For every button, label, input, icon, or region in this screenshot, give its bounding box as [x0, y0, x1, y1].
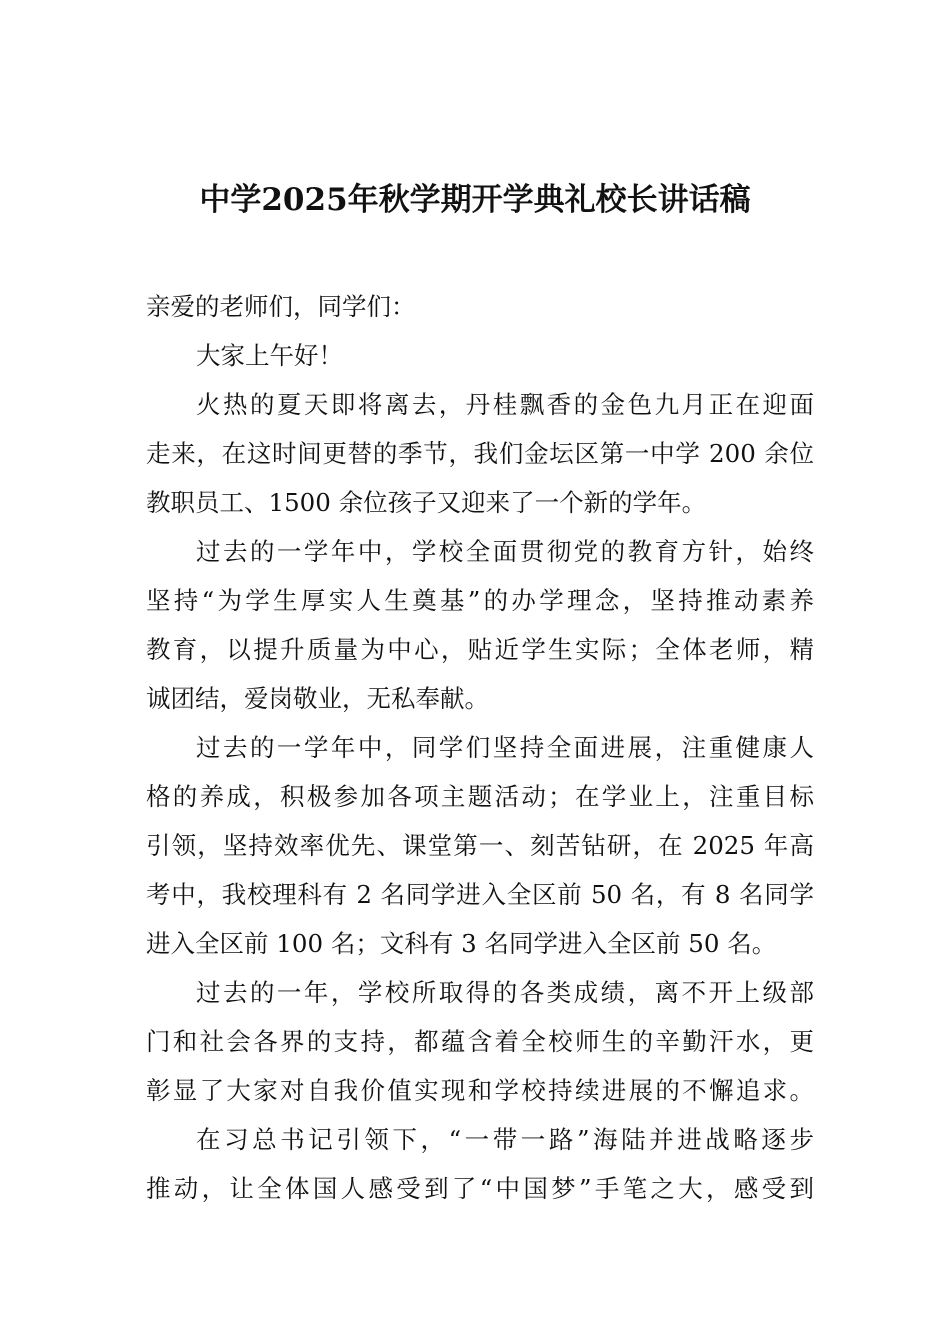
text-line: 坚持“为学生厚实人生奠基”的办学理念，坚持推动素养: [146, 586, 814, 615]
text-line: 走来，在这时间更替的季节，我们金坛区第一中学 200 余位: [146, 439, 814, 468]
text-line: 引领，坚持效率优先、课堂第一、刻苦钻研，在 2025 年高: [146, 831, 814, 860]
text-line: 过去的一学年中，学校全面贯彻党的教育方针，始终: [196, 537, 814, 566]
text-line: 格的养成，积极参加各项主题活动；在学业上，注重目标: [146, 782, 814, 811]
text-line: 进入全区前 100 名；文科有 3 名同学进入全区前 50 名。: [146, 929, 777, 958]
text-line: 考中，我校理科有 2 名同学进入全区前 50 名，有 8 名同学: [146, 880, 814, 909]
text-line: 过去的一学年中，同学们坚持全面进展，注重健康人: [196, 733, 814, 762]
document-title: 中学2025年秋学期开学典礼校长讲话稿: [199, 182, 751, 218]
text-line: 教职员工、1500 余位孩子又迎来了一个新的学年。: [146, 488, 707, 517]
text-line: 火热的夏天即将离去，丹桂飘香的金色九月正在迎面: [196, 390, 814, 419]
text-line: 教育，以提升质量为中心，贴近学生实际；全体老师，精: [146, 635, 814, 664]
text-line: 诚团结，爱岗敬业，无私奉献。: [146, 684, 489, 713]
document-body: [146, 282, 814, 1213]
text-line: 彰显了大家对自我价值实现和学校持续进展的不懈追求。: [146, 1076, 814, 1105]
text-line: 亲爱的老师们，同学们：: [146, 292, 416, 321]
text-line: 过去的一年，学校所取得的各类成绩，离不开上级部: [196, 978, 814, 1007]
text-line: 在习总书记引领下，“一带一路”海陆并进战略逐步: [196, 1125, 814, 1154]
text-line: 大家上午好！: [196, 341, 343, 370]
text-line: 门和社会各界的支持，都蕴含着全校师生的辛勤汗水，更: [146, 1027, 814, 1056]
text-line: 推动，让全体国人感受到了“中国梦”手笔之大，感受到: [146, 1174, 814, 1203]
